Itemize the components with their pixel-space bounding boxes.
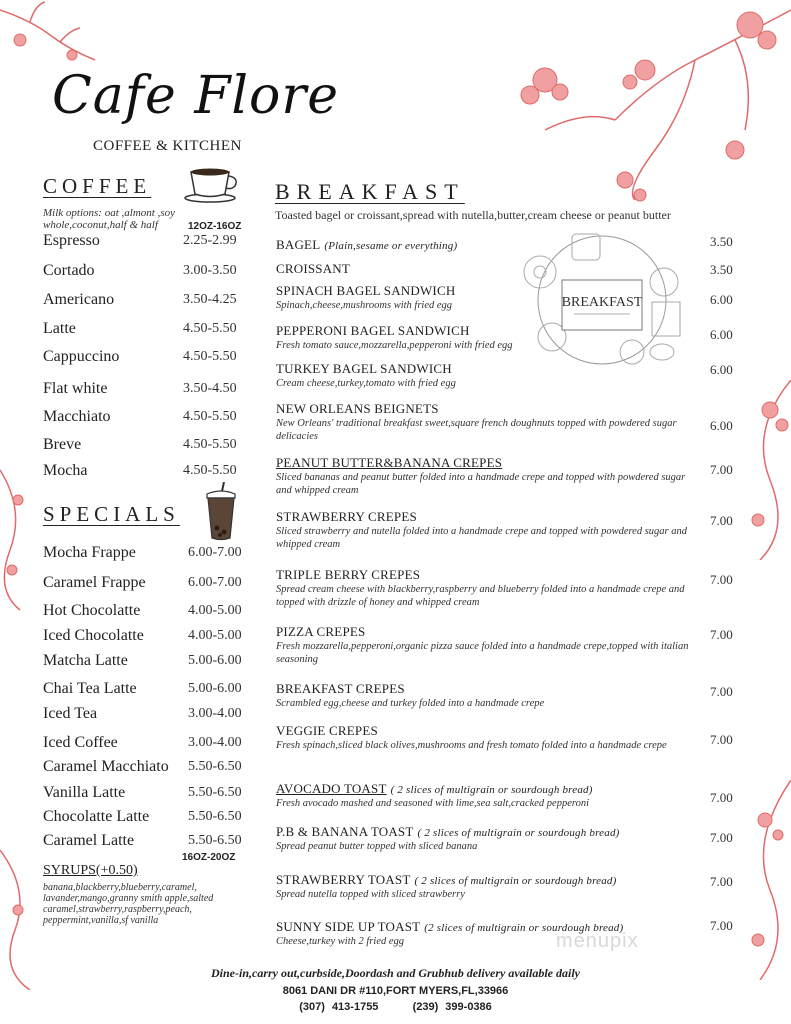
breakfast-item-title: AVOCADO TOAST	[276, 781, 387, 796]
iced-drink-icon	[204, 482, 238, 542]
coffee-item-price: 4.50-5.50	[183, 349, 237, 364]
special-item-price: 5.50-6.50	[188, 785, 242, 800]
breakfast-item-description: Sliced strawberry and nutella folded into a handmade crepe and topped with powdered sugar and whipped cream	[276, 526, 688, 550]
special-item-name: Chai Tea Latte	[43, 680, 137, 697]
coffee-item-name: Mocha	[43, 462, 88, 479]
coffee-cup-icon	[183, 166, 241, 204]
special-item-name: Mocha Frappe	[43, 544, 136, 561]
breakfast-item-title: PEPPERONI BAGEL SANDWICH	[276, 323, 470, 338]
breakfast-item-title: PIZZA CREPES	[276, 624, 366, 639]
coffee-item-name: Macchiato	[43, 408, 111, 425]
breakfast-item-name	[276, 323, 470, 339]
breakfast-item-price: 6.00	[710, 327, 733, 342]
breakfast-item-title: STRAWBERRY CREPES	[276, 509, 417, 524]
coffee-item-name: Espresso	[43, 232, 100, 249]
breakfast-item-option: ( 2 slices of multigrain or sourdough bread)	[417, 827, 620, 839]
breakfast-item-description: Sliced bananas and peanut butter folded into a handmade crepe and topped with powdered sugar and whipped cream	[276, 472, 686, 496]
special-item-name: Chocolatte Latte	[43, 808, 150, 825]
breakfast-item-price: 7.00	[710, 732, 733, 747]
brand-name: Cafe Flore	[52, 66, 339, 126]
breakfast-item-name	[276, 455, 502, 471]
breakfast-item-option: ( 2 slices of multigrain or sourdough bread)	[414, 875, 617, 887]
breakfast-item-price: 7.00	[710, 572, 733, 587]
breakfast-item-name	[276, 283, 455, 299]
breakfast-item-price: 7.00	[710, 513, 733, 528]
address: 8061 DANI DR #110,FORT MYERS,FL,33966	[282, 985, 509, 997]
breakfast-item-description: Spread cream cheese with blackberry,raspberry and blueberry folded into a handmade crepe and topped with drizzle of honey and whipped cream	[276, 584, 685, 608]
coffee-item-name: Cortado	[43, 262, 95, 279]
breakfast-item-price: 7.00	[710, 918, 733, 933]
breakfast-item-option: (Plain,sesame or everything)	[324, 240, 458, 252]
coffee-item-price: 3.00-3.50	[183, 263, 237, 278]
breakfast-item-price: 7.00	[710, 790, 733, 805]
floral-right-decoration	[730, 380, 791, 560]
breakfast-item-title: NEW ORLEANS BEIGNETS	[276, 401, 439, 416]
breakfast-item-description: Fresh mozzarella,pepperoni,organic pizza sauce folded into a handmade crepe,topped with italian seasoning	[276, 641, 689, 665]
phone-2[interactable]: (239) 399-0386	[412, 1001, 492, 1013]
coffee-item-price: 4.50-5.50	[183, 437, 237, 452]
coffee-item-price: 3.50-4.25	[183, 292, 237, 307]
breakfast-item-name	[276, 401, 439, 417]
breakfast-item-price: 3.50	[710, 262, 733, 277]
breakfast-item-title: SPINACH BAGEL SANDWICH	[276, 283, 456, 298]
special-item-price: 5.00-6.00	[188, 681, 242, 696]
services-note: Dine-in,carry out,curbside,Doordash and Grubhub delivery available daily	[210, 966, 580, 980]
breakfast-section-title: BREAKFAST	[275, 179, 465, 204]
breakfast-item-description: Spread nutella topped with sliced strawberry	[276, 889, 465, 900]
breakfast-item-title: BREAKFAST CREPES	[276, 681, 405, 696]
syrups-title: SYRUPS(+0.50)	[43, 863, 138, 878]
breakfast-item-description: Fresh spinach,sliced black olives,mushrooms and fresh tomato folded into a handmade crepe	[276, 740, 667, 751]
special-item-name: Caramel Frappe	[43, 574, 146, 591]
breakfast-item-price: 7.00	[710, 627, 733, 642]
special-item-price: 4.00-5.00	[188, 603, 242, 618]
floral-top-left-decoration	[0, 0, 100, 70]
coffee-item-name: Flat white	[43, 380, 108, 397]
breakfast-item-price: 7.00	[710, 830, 733, 845]
special-item-name: Matcha Latte	[43, 652, 128, 669]
specials-size-label: 16OZ-20OZ	[182, 852, 236, 863]
breakfast-item-title: VEGGIE CREPES	[276, 723, 378, 738]
breakfast-item-name	[276, 567, 420, 583]
special-item-price: 6.00-7.00	[188, 545, 242, 560]
breakfast-item-name	[276, 624, 365, 640]
breakfast-item-name	[276, 781, 593, 797]
breakfast-item-name	[276, 361, 452, 377]
coffee-item-name: Cappuccino	[43, 348, 120, 365]
breakfast-item-price: 6.00	[710, 292, 733, 307]
breakfast-item-title: TURKEY BAGEL SANDWICH	[276, 361, 452, 376]
breakfast-item-title: SUNNY SIDE UP TOAST	[276, 919, 421, 934]
breakfast-item-description: Cheese,turkey with 2 fried egg	[276, 936, 405, 947]
breakfast-item-name	[276, 723, 378, 739]
special-item-price: 3.00-4.00	[188, 735, 242, 750]
phone-1[interactable]: (307) 413-1755	[299, 1001, 379, 1013]
special-item-name: Vanilla Latte	[43, 784, 126, 801]
breakfast-item-name	[276, 237, 457, 253]
special-item-price: 3.00-4.00	[188, 706, 242, 721]
breakfast-item-description: Spinach,cheese,mushrooms with fried egg	[276, 300, 453, 311]
breakfast-item-description: Cream cheese,turkey,tomato with fried egg	[276, 378, 456, 389]
coffee-item-price: 4.50-5.50	[183, 463, 237, 478]
watermark: menupix	[556, 930, 639, 952]
breakfast-item-description: Fresh avocado mashed and seasoned with lime,sea salt,cracked pepperoni	[276, 798, 589, 809]
coffee-size-label: 12OZ-16OZ	[188, 221, 242, 232]
breakfast-item-price: 7.00	[710, 874, 733, 889]
special-item-name: Iced Coffee	[43, 734, 118, 751]
coffee-item-price: 4.50-5.50	[183, 409, 237, 424]
breakfast-item-description: New Orleans' traditional breakfast sweet,square french doughnuts topped with powdered sugar delicacies	[276, 418, 677, 442]
breakfast-item-name	[276, 509, 417, 525]
breakfast-item-price: 7.00	[710, 684, 733, 699]
breakfast-item-title: P.B & BANANA TOAST	[276, 824, 414, 839]
breakfast-intro: Toasted bagel or croissant,spread with nutella,butter,cream cheese or peanut butter	[275, 208, 671, 222]
special-item-price: 5.50-6.50	[188, 759, 242, 774]
coffee-item-price: 3.50-4.50	[183, 381, 237, 396]
special-item-name: Caramel Macchiato	[43, 758, 169, 775]
breakfast-item-name	[276, 261, 350, 277]
brand-tagline: COFFEE & KITCHEN	[93, 138, 242, 154]
milk-options-note: Milk options: oat ,almont ,soy whole,coconut,half & half	[43, 207, 175, 231]
floral-left-decoration	[0, 460, 30, 620]
breakfast-item-title: TRIPLE BERRY CREPES	[276, 567, 421, 582]
breakfast-item-description: Fresh tomato sauce,mozzarella,pepperoni with fried egg	[276, 340, 513, 351]
breakfast-item-description: Scrambled egg,cheese and turkey folded into a handmade crepe	[276, 698, 545, 709]
phone-numbers	[0, 1001, 791, 1013]
special-item-name: Caramel Latte	[43, 832, 135, 849]
special-item-name: Iced Chocolatte	[43, 627, 144, 644]
breakfast-item-name	[276, 824, 620, 840]
special-item-price: 4.00-5.00	[188, 628, 242, 643]
special-item-price: 5.50-6.50	[188, 833, 242, 848]
breakfast-item-price: 6.00	[710, 362, 733, 377]
coffee-item-price: 4.50-5.50	[183, 321, 237, 336]
breakfast-item-price: 6.00	[710, 418, 733, 433]
special-item-name: Iced Tea	[43, 705, 98, 722]
breakfast-item-price: 7.00	[710, 462, 733, 477]
syrups-list: banana,blackberry,blueberry,caramel, lavander,mango,granny smith apple,salted caramel,strawberry,raspberry,peach, peppermint,vanilla,sf vanilla	[43, 882, 214, 926]
breakfast-item-price: 3.50	[710, 234, 733, 249]
breakfast-item-option: ( 2 slices of multigrain or sourdough bread)	[390, 784, 593, 796]
breakfast-item-option: (2 slices of multigrain or sourdough bread)	[424, 922, 624, 934]
special-item-price: 5.00-6.00	[188, 653, 242, 668]
breakfast-illustration-label: BREAKFAST	[561, 295, 643, 310]
breakfast-item-name	[276, 681, 405, 697]
coffee-item-name: Breve	[43, 436, 82, 453]
special-item-price: 5.50-6.50	[188, 809, 242, 824]
breakfast-item-name	[276, 872, 617, 888]
coffee-item-price: 2.25-2.99	[183, 233, 237, 248]
specials-section-title: SPECIALS	[43, 502, 180, 526]
coffee-item-name: Americano	[43, 291, 115, 308]
coffee-item-name: Latte	[43, 320, 76, 337]
breakfast-item-title: CROISSANT	[276, 261, 351, 276]
breakfast-item-description: Spread peanut butter topped with sliced banana	[276, 841, 478, 852]
special-item-name: Hot Chocolatte	[43, 602, 141, 619]
breakfast-item-title: PEANUT BUTTER&BANANA CREPES	[276, 455, 503, 470]
breakfast-item-title: STRAWBERRY TOAST	[276, 872, 411, 887]
coffee-section-title: COFFEE	[43, 174, 152, 198]
special-item-price: 6.00-7.00	[188, 575, 242, 590]
breakfast-item-title: BAGEL	[276, 237, 321, 252]
